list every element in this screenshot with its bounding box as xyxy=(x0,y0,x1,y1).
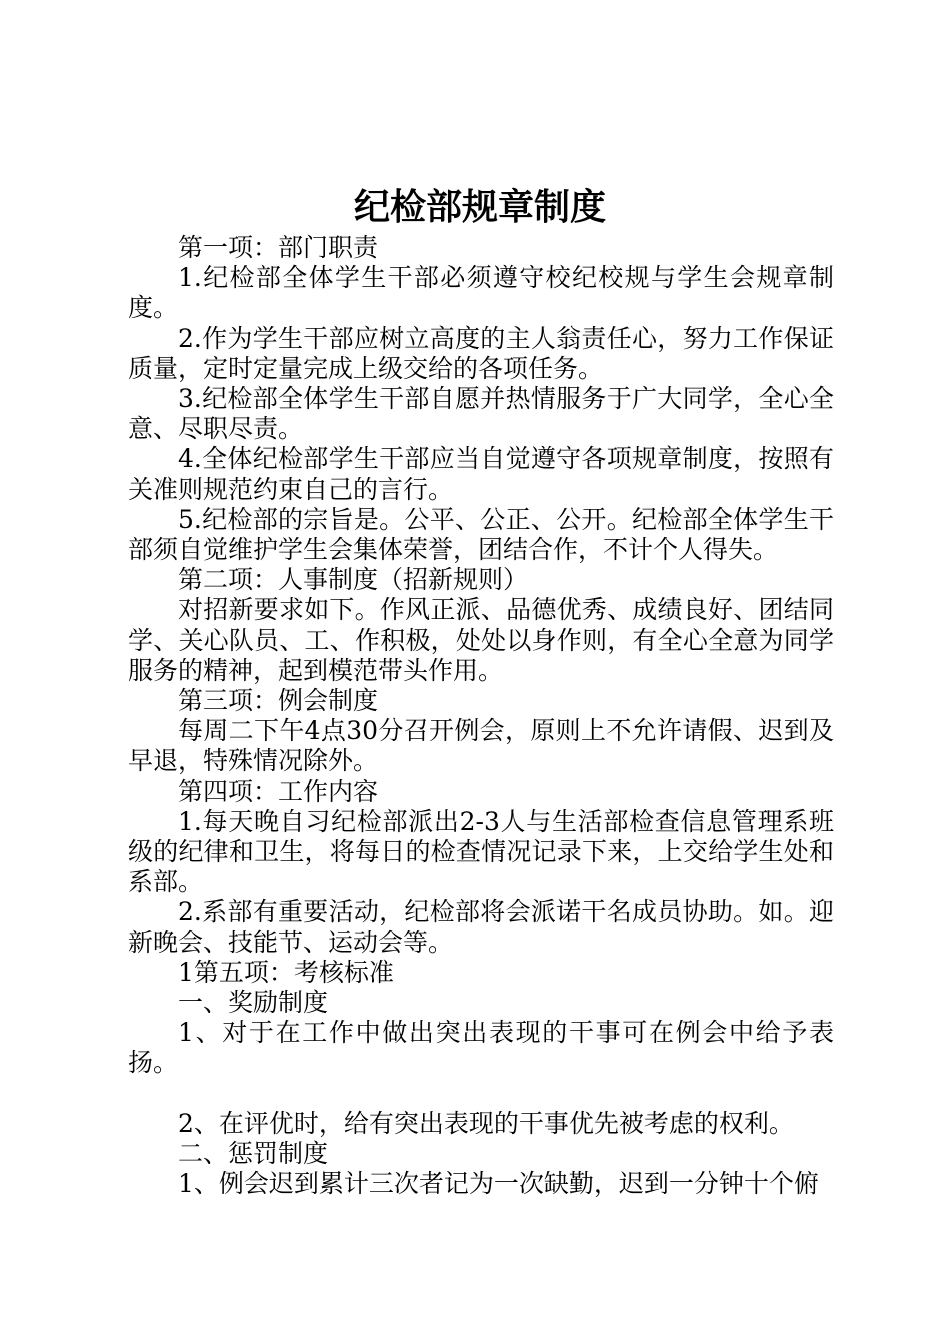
paragraph: 1.每天晚自习纪检部派出2-3人与生活部检查信息管理系班级的纪律和卫生，将每日的检查情况记录下来，上交给学生处和系部。 xyxy=(128,806,834,897)
section-heading-4: 第四项：工作内容 xyxy=(178,776,379,806)
subsection-heading: 一、奖励制度 xyxy=(178,988,329,1018)
document-title: 纪检部规章制度 xyxy=(353,187,606,228)
section-heading-2: 第二项：人事制度（招新规则） xyxy=(178,565,529,595)
paragraph: 1、对于在工作中做出突出表现的干事可在例会中给予表扬。 xyxy=(128,1018,834,1078)
subsection-heading: 二、惩罚制度 xyxy=(178,1138,329,1168)
paragraph: 2、在评优时，给有突出表现的干事优先被考虑的权利。 xyxy=(178,1108,794,1138)
section-heading-5: 1第五项：考核标准 xyxy=(178,957,394,987)
paragraph: 1、例会迟到累计三次者记为一次缺勤，迟到一分钟十个俯 xyxy=(178,1169,819,1199)
paragraph: 对招新要求如下。作风正派、品德优秀、成绩良好、团结同学、关心队员、工、作积极，处处以身作则，有全心全意为同学服务的精神，起到模范带头作用。 xyxy=(128,595,834,685)
paragraph: 2.系部有重要活动，纪检部将会派诺干名成员协助。如。迎新晚会、技能节、运动会等。 xyxy=(128,897,834,957)
paragraph: 2.作为学生干部应树立高度的主人翁责任心，努力工作保证质量，定时定量完成上级交给的各项任务。 xyxy=(128,323,834,383)
paragraph: 3.纪检部全体学生干部自愿并热情服务于广大同学，全心全意、尽职尽责。 xyxy=(128,384,834,444)
paragraph: 4.全体纪检部学生干部应当自觉遵守各项规章制度，按照有关准则规范约束自己的言行。 xyxy=(128,444,834,504)
section-heading-3: 第三项：例会制度 xyxy=(178,686,379,716)
paragraph: 5.纪检部的宗旨是。公平、公正、公开。纪检部全体学生干部须自觉维护学生会集体荣誉，团结合作，不计个人得失。 xyxy=(128,504,834,565)
paragraph: 每周二下午4点30分召开例会，原则上不允许请假、迟到及早退，特殊情况除外。 xyxy=(128,716,834,776)
section-heading-1: 第一项：部门职责 xyxy=(178,233,379,262)
document-body xyxy=(128,233,834,1199)
paragraph: 1.纪检部全体学生干部必须遵守校纪校规与学生会规章制度。 xyxy=(128,263,834,323)
